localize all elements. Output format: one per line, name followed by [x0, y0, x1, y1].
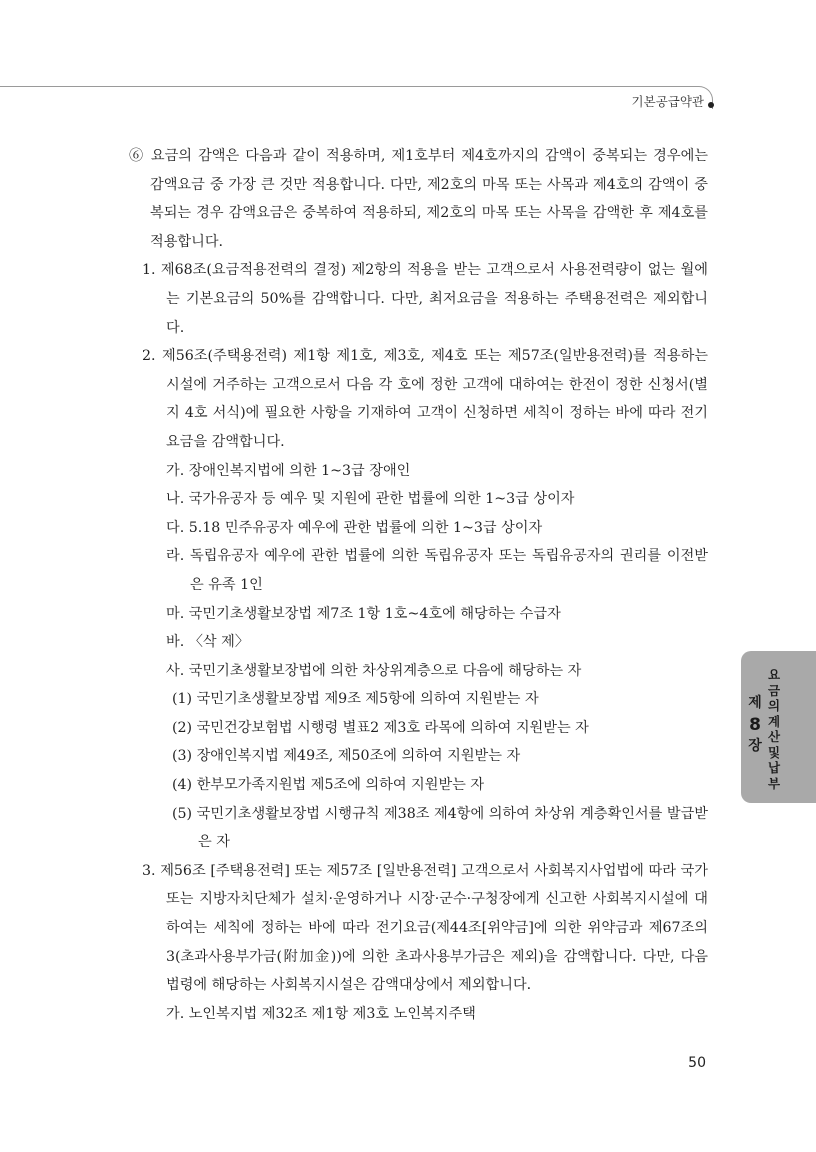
running-header-title: 기본공급약관 — [631, 94, 704, 109]
chapter-suffix: 장 — [748, 738, 762, 754]
chapter-tab[interactable] — [741, 651, 816, 803]
sa-item-2: (2) 국민건강보험법 시행령 별표2 제3호 라목에 의하여 지원받는 자 — [172, 719, 589, 736]
sa-item-3: (3) 장애인복지법 제49조, 제50조에 의하여 지원받는 자 — [172, 748, 521, 765]
page-number: 50 — [688, 1055, 706, 1071]
chapter-number-label — [745, 693, 765, 757]
subitem-ba: 바. 〈삭 제〉 — [166, 634, 250, 651]
header-rule — [0, 86, 713, 109]
sa-item-5: (5) 국민기초생활보장법 시행규칙 제38조 제4항에 의하여 차상위 계층확인서를 발급받은 자 — [172, 805, 708, 851]
item-3: 3. 제56조 [주택용전력] 또는 제57조 [일반용전력] 고객으로서 사회복지사업법에 따라 국가 또는 지방자치단체가 설치·운영하거나 시장·군수·구청장에게 신고한 사회복지시설에 대하여는 세칙에 정하는 바에 따라 전기요금(제44조[위약금]에 의한 위약금과 제67조의3(초과사용부가금(附加金))에 의한 초과사용부가금은 제외)을 감액합니다. 다만, 다음 법령에 해당하는 사회복지시설은 감액대상에서 제외합니다. — [142, 862, 708, 994]
paragraph-6: ⑥ 요금의 감액은 다음과 같이 적용하며, 제1호부터 제4호까지의 감액이 중복되는 경우에는 감액요금 중 가장 큰 것만 적용합니다. 다만, 제2호의 마목 또는 사목과 제4호의 감액이 중복되는 경우 감액요금은 중복하여 적용하되, 제2호의 마목 또는 사목을 감액한 후 제4호를 적용합니다. — [129, 148, 708, 250]
item-2: 2. 제56조(주택용전력) 제1항 제1호, 제3호, 제4호 또는 제57조(일반용전력)를 적용하는 시설에 거주하는 고객으로서 다음 각 호에 정한 고객에 대하여는 한전이 정한 신청서(별지 4호 서식)에 필요한 사항을 기재하여 고객이 신청하면 세칙이 정하는 바에 따라 전기요금을 감액합니다. — [142, 348, 708, 450]
item-3-subitem-ga: 가. 노인복지법 제32조 제1항 제3호 노인복지주택 — [166, 1005, 476, 1022]
chapter-prefix: 제 — [748, 695, 762, 711]
chapter-number: 8 — [749, 715, 761, 735]
header-dot — [708, 102, 714, 108]
chapter-title: 요금의 계산 및 납부 — [767, 667, 781, 791]
sa-item-1: (1) 국민기초생활보장법 제9조 제5항에 의하여 지원받는 자 — [172, 691, 539, 708]
subitem-ga: 가. 장애인복지법에 의한 1~3급 장애인 — [166, 462, 411, 479]
subitem-ma: 마. 국민기초생활보장법 제7조 1항 1호~4호에 해당하는 수급자 — [166, 605, 561, 622]
subitem-na: 나. 국가유공자 등 예우 및 지원에 관한 법률에 의한 1~3급 상이자 — [166, 491, 575, 508]
document-body — [120, 142, 708, 1028]
subitem-da: 다. 5.18 민주유공자 예우에 관한 법률에 의한 1~3급 상이자 — [166, 519, 543, 536]
sa-item-4: (4) 한부모가족지원법 제5조에 의하여 지원받는 자 — [172, 777, 485, 794]
subitem-sa: 사. 국민기초생활보장법에 의한 차상위계층으로 다음에 해당하는 자 — [166, 662, 582, 679]
subitem-ra: 라. 독립유공자 예우에 관한 법률에 의한 독립유공자 또는 독립유공자의 권리를 이전받은 유족 1인 — [166, 548, 708, 593]
item-1: 1. 제68조(요금적용전력의 결정) 제2항의 적용을 받는 고객으로서 사용전력량이 없는 월에는 기본요금의 50%를 감액합니다. 다만, 최저요금을 적용하는 주택용전력은 제외합니다. — [142, 262, 708, 336]
